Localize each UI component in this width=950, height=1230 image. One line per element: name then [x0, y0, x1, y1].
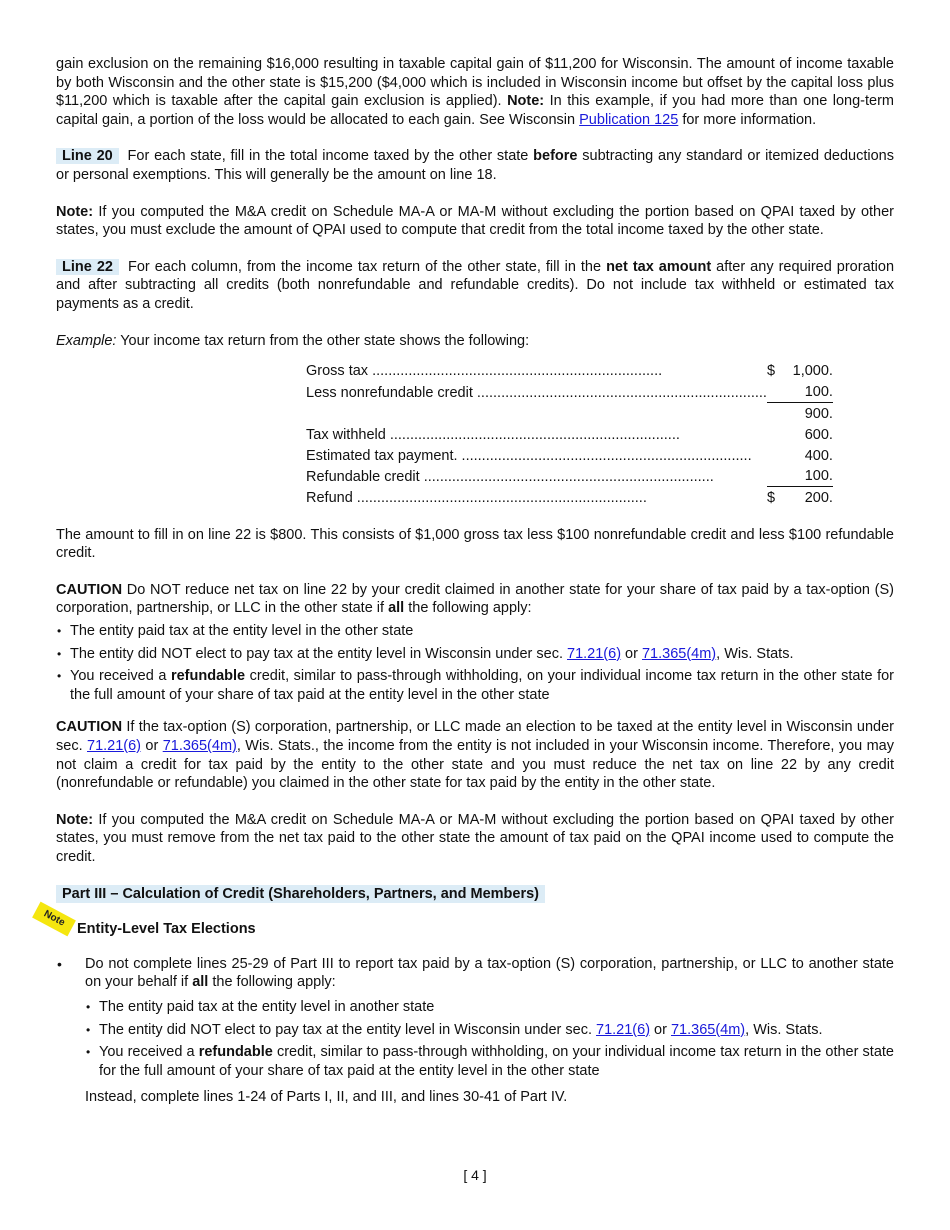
line-20-paragraph: Line 20 For each state, fill in the total income taxed by the other state before subtracting any standard or itemized deductions or personal exemptions. This will generally be the amount on line 18. — [56, 148, 894, 183]
instead-paragraph: Instead, complete lines 1-24 of Parts I, II, and III, and lines 30-41 of Part IV. — [85, 1089, 568, 1106]
caution-1-list — [56, 622, 894, 704]
entity-conditions-list — [85, 998, 894, 1080]
statute-71-21-6-link[interactable]: 71.21(6) — [87, 738, 142, 755]
list-item: • The entity did NOT elect to pay tax at the entity level in Wisconsin under sec. 71.21(6) or 71.365(4m), Wis. Stats. — [85, 1021, 894, 1040]
table-row: Tax withheld ..... 600. — [306, 424, 833, 445]
document-page — [41, 55, 895, 1107]
caution-1-paragraph: CAUTION Do NOT reduce net tax on line 22 by your credit claimed in another state for your share of tax paid by a tax-option (S) corporation, partnership, or LLC in the other state if all the following apply: — [56, 581, 894, 617]
statute-71-21-6-link[interactable]: 71.21(6) — [567, 645, 622, 662]
table-row: Gross tax ..... $ 1,000. — [306, 360, 833, 381]
list-item: • You received a refundable credit, similar to pass-through withholding, on your individual income tax return in the other state for the full amount of your share of tax paid at the entity level in the other state — [56, 667, 894, 704]
table-row: Refundable credit ..... 100. — [306, 465, 833, 486]
statute-71-21-6-link[interactable]: 71.21(6) — [596, 1021, 651, 1038]
intro-paragraph: gain exclusion on the remaining $16,000 resulting in taxable capital gain of $11,200 for Wisconsin. The amount of income taxable by both Wisconsin and the other state is $15,200 ($4,000 which is included in Wisconsin income but offset by the capital loss plus $11,200 which is taxable after the capital gain exclusion is applied). Note: In this example, if you had more than one long-term capital gain, a portion of the loss would be allocated to each gain. See Wisconsin Publication 125 for more information. — [56, 56, 895, 128]
amount-paragraph: The amount to fill in on line 22 is $800. This consists of $1,000 gross tax less $100 nonrefundable credit and less $100 refundable credit. — [56, 526, 894, 562]
example-table — [306, 360, 833, 508]
table-row: Estimated tax payment. ..... 400. — [306, 444, 833, 465]
note-qpai-tax: Note: If you computed the M&A credit on Schedule MA-A or MA-M without excluding the portion based on QPAI taxed by other states, you must remove from the net tax paid to the other state the amount of tax paid on the QPAI income used to compute the credit. — [56, 811, 894, 866]
entity-level-list — [56, 955, 894, 1081]
caution-label: CAUTION — [56, 581, 123, 598]
table-row: Refund ..... $ 200. — [306, 486, 833, 507]
caution-label: CAUTION — [56, 719, 123, 736]
list-item: • You received a refundable credit, similar to pass-through withholding, on your individual income tax return in the other state for the full amount of your share of tax paid at the entity level in the other state — [85, 1043, 894, 1080]
caution-2-paragraph: CAUTION If the tax-option (S) corporation, partnership, or LLC made an election to be taxed at the entity level in Wisconsin under sec. 71.21(6) or 71.365(4m), Wis. Stats., the income from the entity is not included in your Wisconsin income. Therefore, you may not claim a credit for tax paid by the entity to the other state and you must reduce the net tax on line 22 by any credit (nonrefundable or refundable) you claimed in the other state for tax paid by the entity in the other state. — [56, 719, 894, 792]
page-number: [ 4 ] — [463, 1167, 487, 1183]
entity-level-heading: Note Entity-Level Tax Elections — [56, 920, 894, 939]
note-label: Note: — [507, 93, 545, 110]
publication-125-link[interactable]: Publication 125 — [579, 111, 679, 128]
line-20-label: Line 20 — [56, 148, 119, 164]
table-row: 900. — [804, 405, 833, 422]
statute-71-365-4m-link[interactable]: 71.365(4m) — [641, 645, 717, 662]
statute-71-365-4m-link[interactable]: 71.365(4m) — [670, 1021, 746, 1038]
list-item: • Do not complete lines 25-29 of Part III to report tax paid by a tax-option (S) corporation, partnership, or LLC to another state on your behalf if all the following apply: • The entity paid tax at the entity level in another state • The entity did NOT elect to pay tax at the entity level in Wisconsin under sec. 71.21(6) or 71.365(4m), Wis. Stats. • You received a refundable credit, similar to pass-through withholding, on your individual income tax return in the other state for the full amount of your share of tax paid at the entity level in the other state — [56, 955, 894, 1081]
list-item: • The entity paid tax at the entity level in the other state — [56, 622, 894, 641]
example-intro: Example: Your income tax return from the other state shows the following: — [56, 332, 530, 349]
part-3-heading: Part III – Calculation of Credit (Shareholders, Partners, and Members) — [56, 885, 545, 904]
note-sticker-icon: Note — [32, 902, 76, 937]
line-22-label: Line 22 — [56, 259, 119, 275]
note-qpai-income: Note: If you computed the M&A credit on Schedule MA-A or MA-M without excluding the portion based on QPAI taxed by other states, you must exclude the amount of QPAI used to compute that credit from the total income taxed by the other state. — [56, 203, 894, 239]
list-item: • The entity did NOT elect to pay tax at the entity level in Wisconsin under sec. 71.21(6) or 71.365(4m), Wis. Stats. — [56, 645, 894, 664]
statute-71-365-4m-link[interactable]: 71.365(4m) — [162, 738, 237, 755]
list-item: • The entity paid tax at the entity level in another state — [85, 998, 894, 1017]
line-22-paragraph: Line 22 For each column, from the income tax return of the other state, fill in the net tax amount after any required proration and after subtracting all credits (both nonrefundable and refundable credits). Do not include tax withheld or estimated tax payments as a credit. — [56, 258, 895, 312]
part-3-section — [56, 885, 894, 904]
table-row: Less nonrefundable credit ..... 100. — [306, 381, 833, 402]
